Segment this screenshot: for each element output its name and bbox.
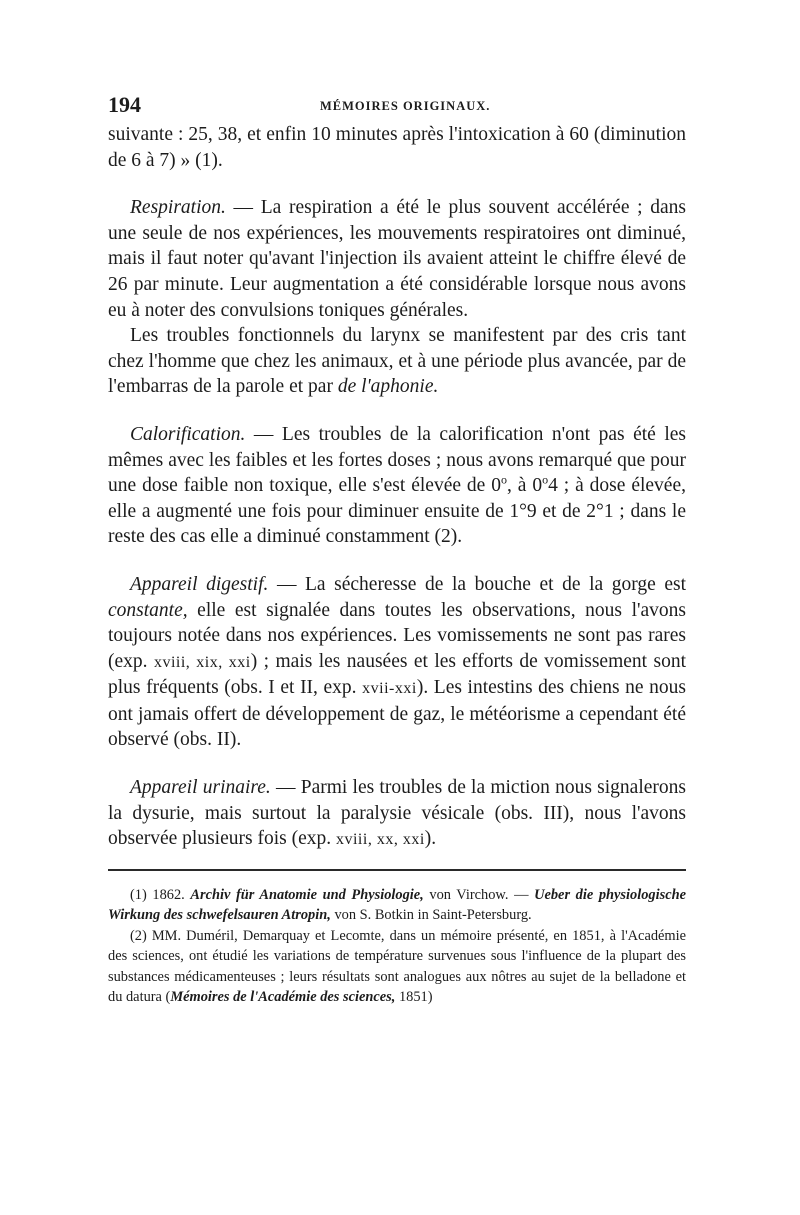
section-heading-calorification: Calorification. — [130, 423, 246, 445]
footnote-text: 1851) — [395, 989, 433, 1006]
paragraph-text: — Parmi les troubles de la miction nous signalerons la dysurie, mais surtout la paralysie vésicale (obs. III), nous l'avons observée plusieurs fois (exp. — [108, 777, 686, 850]
paragraph-text: — Les troubles de la calorification n'ont pas été les mêmes avec les faibles et les fortes doses ; nous avons remarqué que pour une dose faible non toxique, elle s'est élevée de 0 — [108, 423, 686, 497]
paragraph-text: — La sécheresse de la bouche et de la gorge est — [268, 573, 686, 595]
experiment-numbers: xvii-xxi — [362, 680, 417, 698]
footnote-text: (1) 1862. — [130, 886, 191, 903]
footnote-2 — [108, 926, 686, 1008]
page-number: 194 — [108, 92, 141, 117]
paragraph-appareil-urinaire — [108, 775, 686, 853]
running-header — [108, 92, 686, 120]
footnote-title: Ueber die physiologische Wirkung des schwefelsauren Atropin, — [108, 886, 686, 924]
section-heading-urinaire: Appareil urinaire. — [130, 777, 271, 799]
italic-term: de l'aphonie. — [337, 376, 439, 398]
running-title: MÉMOIRES ORIGINAUX. — [320, 99, 491, 113]
section-heading-digestif: Appareil digestif. — [130, 573, 269, 595]
paragraph-text: suivante : 25, 38, et enfin 10 minutes après l'intoxication à 60 (diminution de 6 à 7) » (1). — [108, 124, 686, 171]
footnote-divider — [108, 869, 686, 871]
experiment-numbers: xviii, xx, xxi — [335, 831, 425, 849]
footnote-title: Mémoires de l'Académie des sciences, — [170, 989, 396, 1006]
paragraph-appareil-digestif — [108, 572, 686, 753]
footnote-text: von Virchow. — — [423, 886, 535, 903]
paragraph-larynx — [108, 323, 686, 400]
paragraph-text: — La respiration a été le plus souvent accélérée ; dans une seule de nos expériences, les mouvements respiratoires ont diminué, mais il faut noter qu'avant l'injection ils avaient atteint le chiffre élevé de 26 par minute. Leur augmentation a été considérable lorsque nous avons eu à noter des convulsions toniques générales. — [108, 197, 686, 321]
paragraph-text: ). — [424, 828, 437, 850]
book-page — [108, 92, 686, 1008]
paragraph-text: elle est signalée dans toutes les observations, nous l'avons toujours notée dans nos expériences. Les vomissements ne sont pas rares (exp. — [108, 599, 686, 672]
paragraph-text: ) ; mais les nausées et les efforts de vomissement sont plus fréquents (obs. I et II, exp. — [108, 650, 686, 699]
footnote-1 — [108, 885, 686, 926]
footnote-title: Archiv für Anatomie und Physiologie, — [190, 886, 424, 903]
paragraph-calorification — [108, 422, 686, 550]
paragraph-text: 4 ; à dose élevée, elle a augmenté une fois pour diminuer ensuite de 1°9 et de 2°1 ; dans le reste des cas elle a diminué constamment (2). — [108, 475, 686, 548]
degree-superscript: o — [501, 472, 507, 487]
paragraph-text: ). Les intestins des chiens ne nous ont jamais offert de développement de gaz, le météorisme a cependant été observé (obs. II). — [108, 677, 686, 751]
paragraph-text: Les troubles fonctionnels du larynx se manifestent par des cris tant chez l'homme que chez les animaux, et à une période plus avancée, par de l'embarras de la parole et par — [108, 325, 686, 398]
paragraph-text: , à 0 — [507, 475, 543, 497]
section-heading-respiration: Respiration. — [130, 197, 226, 219]
paragraph-continuation — [108, 122, 686, 173]
degree-superscript: o — [542, 472, 549, 487]
footnote-text: von S. Botkin in Saint-Petersburg. — [330, 907, 532, 924]
italic-term: constante, — [108, 599, 188, 621]
footnote-text: (2) MM. Duméril, Demarquay et Lecomte, dans un mémoire présenté, en 1851, à l'Académie des sciences, ont étudié les variations de température survenues sous l'influence de la plupart des substances médicamenteuses ; leurs résultats sont analogues aux nôtres au sujet de la belladone et du datura ( — [108, 927, 686, 1006]
footnotes — [108, 885, 686, 1008]
paragraph-respiration — [108, 195, 686, 323]
experiment-numbers: xviii, xix, xxi — [153, 653, 251, 671]
